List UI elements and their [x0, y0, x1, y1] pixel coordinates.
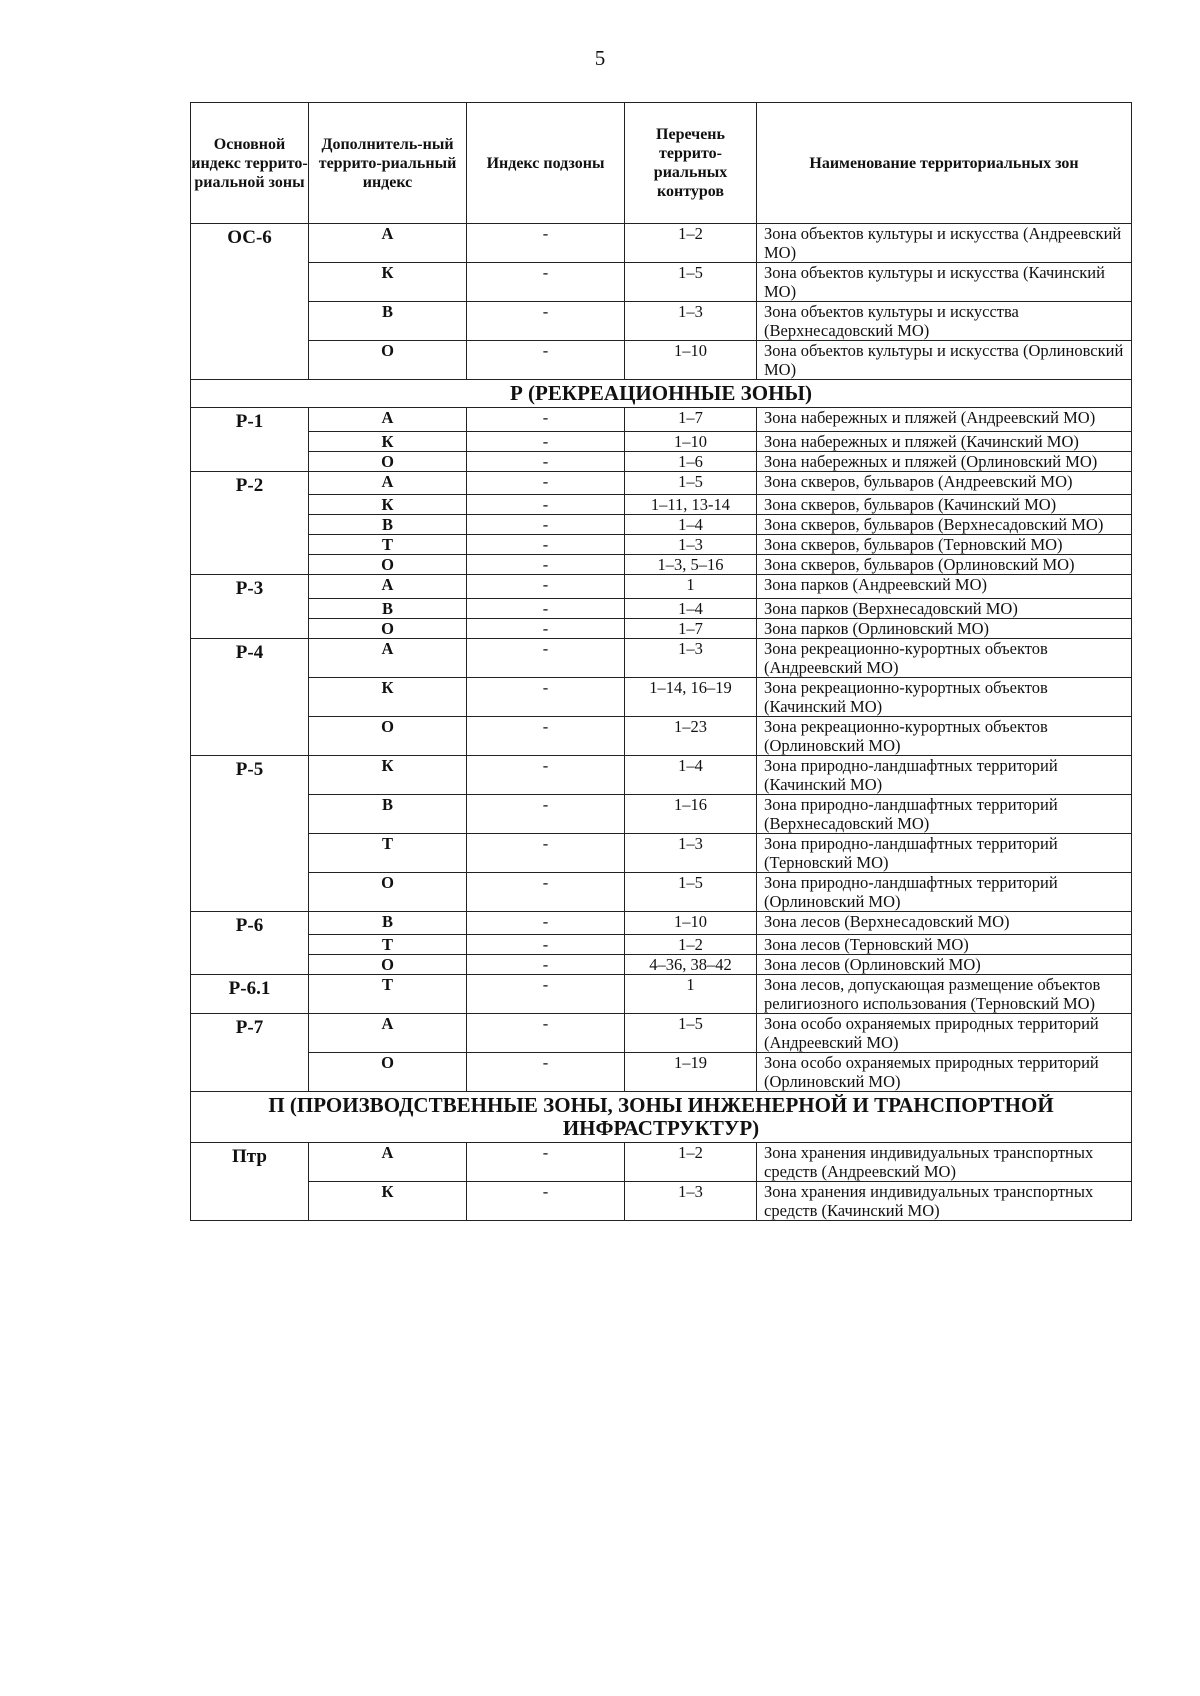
table-row — [191, 431, 1132, 451]
additional-index-cell: О — [309, 955, 467, 975]
contours-cell: 1–5 — [625, 471, 757, 495]
additional-index-cell: А — [309, 1014, 467, 1053]
subzone-index-cell: - — [467, 833, 625, 872]
subzone-index-cell: - — [467, 408, 625, 432]
subzone-index-cell: - — [467, 451, 625, 471]
additional-index-cell: Т — [309, 535, 467, 555]
contours-cell: 1 — [625, 975, 757, 1014]
zone-name-cell: Зона природно-ландшафтных территорий (Терновский МО) — [757, 833, 1132, 872]
contours-cell: 1–16 — [625, 794, 757, 833]
table-row — [191, 618, 1132, 638]
additional-index-cell: В — [309, 302, 467, 341]
main-index-cell: Р-5 — [191, 755, 309, 794]
contours-cell: 1–10 — [625, 911, 757, 935]
main-index-cell — [191, 341, 309, 380]
contours-cell: 1–7 — [625, 408, 757, 432]
subzone-index-cell: - — [467, 515, 625, 535]
additional-index-cell: К — [309, 1182, 467, 1221]
table-row — [191, 638, 1132, 677]
additional-index-cell: В — [309, 794, 467, 833]
table-row — [191, 1143, 1132, 1182]
additional-index-cell: О — [309, 716, 467, 755]
additional-index-cell: О — [309, 1053, 467, 1092]
main-index-cell — [191, 716, 309, 755]
zone-name-cell: Зона парков (Орлиновский МО) — [757, 618, 1132, 638]
subzone-index-cell: - — [467, 911, 625, 935]
contours-cell: 1–3, 5–16 — [625, 555, 757, 575]
main-index-cell: Р-3 — [191, 575, 309, 599]
zone-name-cell: Зона объектов культуры и искусства (Андреевский МО) — [757, 224, 1132, 263]
zone-name-cell: Зона рекреационно-курортных объектов (Андреевский МО) — [757, 638, 1132, 677]
additional-index-cell: А — [309, 1143, 467, 1182]
contours-cell: 1–3 — [625, 302, 757, 341]
subzone-index-cell: - — [467, 1014, 625, 1053]
subzone-index-cell: - — [467, 495, 625, 515]
additional-index-cell: В — [309, 515, 467, 535]
table-row — [191, 535, 1132, 555]
zone-name-cell: Зона скверов, бульваров (Орлиновский МО) — [757, 555, 1132, 575]
table-row — [191, 263, 1132, 302]
main-index-cell: Р-1 — [191, 408, 309, 432]
main-index-cell — [191, 263, 309, 302]
contours-cell: 1–4 — [625, 515, 757, 535]
main-index-cell: Р-2 — [191, 471, 309, 495]
section-row — [191, 1092, 1132, 1143]
contours-cell: 1–2 — [625, 935, 757, 955]
subzone-index-cell: - — [467, 1182, 625, 1221]
zone-name-cell: Зона хранения индивидуальных транспортных средств (Андреевский МО) — [757, 1143, 1132, 1182]
table-row — [191, 872, 1132, 911]
zone-name-cell: Зона объектов культуры и искусства (Качинский МО) — [757, 263, 1132, 302]
zone-name-cell: Зона природно-ландшафтных территорий (Орлиновский МО) — [757, 872, 1132, 911]
table-row — [191, 1053, 1132, 1092]
main-index-cell — [191, 598, 309, 618]
main-index-cell — [191, 935, 309, 955]
main-index-cell — [191, 833, 309, 872]
table-row — [191, 716, 1132, 755]
contours-cell: 1–23 — [625, 716, 757, 755]
additional-index-cell: К — [309, 495, 467, 515]
subzone-index-cell: - — [467, 302, 625, 341]
subzone-index-cell: - — [467, 598, 625, 618]
additional-index-cell: Т — [309, 975, 467, 1014]
main-index-cell — [191, 794, 309, 833]
main-index-cell — [191, 872, 309, 911]
additional-index-cell: К — [309, 431, 467, 451]
table-row — [191, 935, 1132, 955]
zone-name-cell: Зона набережных и пляжей (Андреевский МО) — [757, 408, 1132, 432]
subzone-index-cell: - — [467, 575, 625, 599]
subzone-index-cell: - — [467, 677, 625, 716]
subzone-index-cell: - — [467, 755, 625, 794]
contours-cell: 1–4 — [625, 598, 757, 618]
zone-name-cell: Зона объектов культуры и искусства (Верхнесадовский МО) — [757, 302, 1132, 341]
additional-index-cell: К — [309, 677, 467, 716]
table-row — [191, 408, 1132, 432]
zone-name-cell: Зона набережных и пляжей (Качинский МО) — [757, 431, 1132, 451]
zone-name-cell: Зона парков (Андреевский МО) — [757, 575, 1132, 599]
additional-index-cell: А — [309, 408, 467, 432]
contours-cell: 1–6 — [625, 451, 757, 471]
main-index-cell: Р-4 — [191, 638, 309, 677]
header-zone-name: Наименование территориальных зон — [757, 103, 1132, 224]
subzone-index-cell: - — [467, 263, 625, 302]
section-title: П (ПРОИЗВОДСТВЕННЫЕ ЗОНЫ, ЗОНЫ ИНЖЕНЕРНОЙ И ТРАНСПОРТНОЙ ИНФРАСТРУКТУР) — [191, 1092, 1132, 1143]
section-row — [191, 380, 1132, 408]
subzone-index-cell: - — [467, 471, 625, 495]
additional-index-cell: Т — [309, 833, 467, 872]
main-index-cell: Р-6.1 — [191, 975, 309, 1014]
main-index-cell — [191, 555, 309, 575]
table-row — [191, 911, 1132, 935]
subzone-index-cell: - — [467, 935, 625, 955]
additional-index-cell: А — [309, 224, 467, 263]
main-index-cell — [191, 495, 309, 515]
additional-index-cell: А — [309, 638, 467, 677]
zone-name-cell: Зона скверов, бульваров (Терновский МО) — [757, 535, 1132, 555]
zone-name-cell: Зона парков (Верхнесадовский МО) — [757, 598, 1132, 618]
zone-name-cell: Зона скверов, бульваров (Верхнесадовский МО) — [757, 515, 1132, 535]
subzone-index-cell: - — [467, 618, 625, 638]
section-title: Р (РЕКРЕАЦИОННЫЕ ЗОНЫ) — [191, 380, 1132, 408]
main-index-cell — [191, 451, 309, 471]
zone-name-cell: Зона хранения индивидуальных транспортных средств (Качинский МО) — [757, 1182, 1132, 1221]
zone-name-cell: Зона набережных и пляжей (Орлиновский МО) — [757, 451, 1132, 471]
zone-name-cell: Зона объектов культуры и искусства (Орлиновский МО) — [757, 341, 1132, 380]
subzone-index-cell: - — [467, 431, 625, 451]
contours-cell: 4–36, 38–42 — [625, 955, 757, 975]
contours-cell: 1–3 — [625, 535, 757, 555]
contours-cell: 1–10 — [625, 431, 757, 451]
zone-name-cell: Зона лесов, допускающая размещение объектов религиозного использования (Терновский МО) — [757, 975, 1132, 1014]
zone-name-cell: Зона лесов (Верхнесадовский МО) — [757, 911, 1132, 935]
table-row — [191, 794, 1132, 833]
header-subzone-index: Индекс подзоны — [467, 103, 625, 224]
additional-index-cell: В — [309, 598, 467, 618]
main-index-cell: Р-6 — [191, 911, 309, 935]
table-row — [191, 955, 1132, 975]
main-index-cell — [191, 535, 309, 555]
subzone-index-cell: - — [467, 872, 625, 911]
zone-name-cell: Зона рекреационно-курортных объектов (Качинский МО) — [757, 677, 1132, 716]
table-body — [191, 224, 1132, 1221]
table-row — [191, 451, 1132, 471]
additional-index-cell: А — [309, 575, 467, 599]
table-row — [191, 1182, 1132, 1221]
additional-index-cell: О — [309, 341, 467, 380]
main-index-cell — [191, 618, 309, 638]
main-index-cell — [191, 1053, 309, 1092]
table-row — [191, 677, 1132, 716]
zone-name-cell: Зона скверов, бульваров (Андреевский МО) — [757, 471, 1132, 495]
contours-cell: 1–3 — [625, 1182, 757, 1221]
additional-index-cell: О — [309, 618, 467, 638]
zone-name-cell: Зона рекреационно-курортных объектов (Орлиновский МО) — [757, 716, 1132, 755]
additional-index-cell: К — [309, 263, 467, 302]
zones-table — [190, 102, 1132, 1221]
table-row — [191, 224, 1132, 263]
subzone-index-cell: - — [467, 716, 625, 755]
main-index-cell: Р-7 — [191, 1014, 309, 1053]
contours-cell: 1–3 — [625, 833, 757, 872]
zone-name-cell: Зона природно-ландшафтных территорий (Верхнесадовский МО) — [757, 794, 1132, 833]
additional-index-cell: О — [309, 451, 467, 471]
contours-cell: 1–3 — [625, 638, 757, 677]
zone-name-cell: Зона лесов (Орлиновский МО) — [757, 955, 1132, 975]
subzone-index-cell: - — [467, 341, 625, 380]
contours-cell: 1–7 — [625, 618, 757, 638]
main-index-cell: Птр — [191, 1143, 309, 1182]
subzone-index-cell: - — [467, 975, 625, 1014]
table-row — [191, 515, 1132, 535]
contours-cell: 1–11, 13-14 — [625, 495, 757, 515]
main-index-cell — [191, 1182, 309, 1221]
table-row — [191, 471, 1132, 495]
contours-cell: 1–5 — [625, 872, 757, 911]
additional-index-cell: О — [309, 872, 467, 911]
zone-name-cell: Зона скверов, бульваров (Качинский МО) — [757, 495, 1132, 515]
contours-cell: 1 — [625, 575, 757, 599]
additional-index-cell: Т — [309, 935, 467, 955]
additional-index-cell: О — [309, 555, 467, 575]
contours-cell: 1–4 — [625, 755, 757, 794]
contours-cell: 1–5 — [625, 263, 757, 302]
main-index-cell — [191, 955, 309, 975]
table-row — [191, 598, 1132, 618]
main-index-cell: ОС-6 — [191, 224, 309, 263]
contours-cell: 1–2 — [625, 1143, 757, 1182]
table-row — [191, 575, 1132, 599]
additional-index-cell: А — [309, 471, 467, 495]
subzone-index-cell: - — [467, 224, 625, 263]
header-main-index: Основной индекс террито-риальной зоны — [191, 103, 309, 224]
zone-name-cell: Зона особо охраняемых природных территорий (Андреевский МО) — [757, 1014, 1132, 1053]
subzone-index-cell: - — [467, 955, 625, 975]
main-index-cell — [191, 302, 309, 341]
table-row — [191, 833, 1132, 872]
subzone-index-cell: - — [467, 794, 625, 833]
main-index-cell — [191, 677, 309, 716]
header-contours: Перечень террито-риальных контуров — [625, 103, 757, 224]
subzone-index-cell: - — [467, 1143, 625, 1182]
subzone-index-cell: - — [467, 535, 625, 555]
contours-cell: 1–2 — [625, 224, 757, 263]
main-index-cell — [191, 431, 309, 451]
table-row — [191, 341, 1132, 380]
header-additional-index: Дополнитель-ный террито-риальный индекс — [309, 103, 467, 224]
contours-cell: 1–5 — [625, 1014, 757, 1053]
table-row — [191, 975, 1132, 1014]
table-row — [191, 1014, 1132, 1053]
table-row — [191, 755, 1132, 794]
subzone-index-cell: - — [467, 555, 625, 575]
contours-cell: 1–14, 16–19 — [625, 677, 757, 716]
main-index-cell — [191, 515, 309, 535]
table-row — [191, 495, 1132, 515]
additional-index-cell: В — [309, 911, 467, 935]
zone-name-cell: Зона природно-ландшафтных территорий (Качинский МО) — [757, 755, 1132, 794]
table-row — [191, 555, 1132, 575]
table-row — [191, 302, 1132, 341]
additional-index-cell: К — [309, 755, 467, 794]
contours-cell: 1–10 — [625, 341, 757, 380]
table-header-row — [191, 103, 1132, 224]
zone-name-cell: Зона лесов (Терновский МО) — [757, 935, 1132, 955]
subzone-index-cell: - — [467, 1053, 625, 1092]
subzone-index-cell: - — [467, 638, 625, 677]
contours-cell: 1–19 — [625, 1053, 757, 1092]
page-number: 5 — [594, 46, 606, 70]
zone-name-cell: Зона особо охраняемых природных территорий (Орлиновский МО) — [757, 1053, 1132, 1092]
